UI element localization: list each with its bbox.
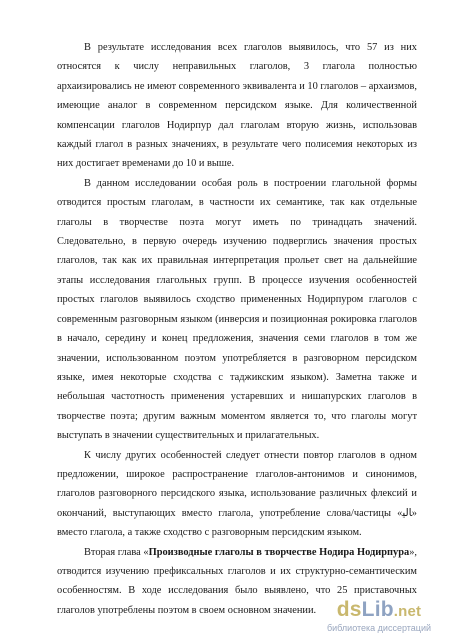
paragraph-3: К числу других особенностей следует отнести повтор глаголов в одном предложении, широкое распространение глаголов-антонимов и синонимов, глаголов разговорного персидского языка, использование различных флексий и окончаний, выступающих вместо глагола, употребление слова/частицы «ﺎﻟﯿ» вместо глагола, а также сходство с разговорным персидским языком. (57, 449, 417, 539)
paragraph-4-end: », отводится изучению префиксальных глаголов и их структурно-семантическим особенностям. В ходе исследования было выявлено, что 25 приставочных глаголов употреблены поэтом в своем основном значении. (57, 546, 417, 616)
paragraph-2: В данном исследовании особая роль в построении глагольной формы отводится простым глаголам, в частности их семантике, так как отдельные глаголы в творчестве поэта могут иметь по тринадцать значений. Следовательно, в первую очередь изучению подверглись значения простых глаголов, так как их правильная интерпретация прольет свет на дальнейшие этапы исследования глагольных групп. В процессе изучения особенностей простых глаголов выявилось сходство примененных Нодирпуром глаголов с современным разговорным языком (инверсия и позиционная рокировка глаголов в начало, середину и конец предложения, значения семи глаголов в том же значении, использованном поэтом употребляется в разговорном персидском языке, имея некоторые сходства с таджикским языком). Заметна также и небольшая частотность применения устаревших и нишапурских глаголов в творчестве поэта; другим важным моментом является то, что глаголы могут выступать в значении существительных и прилагательных. (57, 177, 417, 442)
body-text (57, 38, 417, 620)
dslib-watermark (320, 599, 438, 633)
watermark-subtitle: библиотека диссертаций (326, 623, 431, 633)
paragraph-4-start: Вторая глава « (84, 546, 149, 558)
watermark-logo: dsLib.net (336, 598, 422, 621)
paragraph-1: В результате исследования всех глаголов выявилось, что 57 из них относятся к числу неправильных глаголов, 3 глагола полностью архаизировались не имеют современного эквивалента и 10 глаголов – архаизмов, имеющие аналог в современном персидском языке. Для количественной компенсации глаголов Нодирпур дал глаголам вторую жизнь, использовав каждый глагол в разных значениях, в результате чего полисемия некоторых из них достигает временами до 10 и выше. (57, 42, 417, 170)
chapter-title: Производные глаголы в творчестве Нодира Нодирпура (148, 546, 410, 558)
